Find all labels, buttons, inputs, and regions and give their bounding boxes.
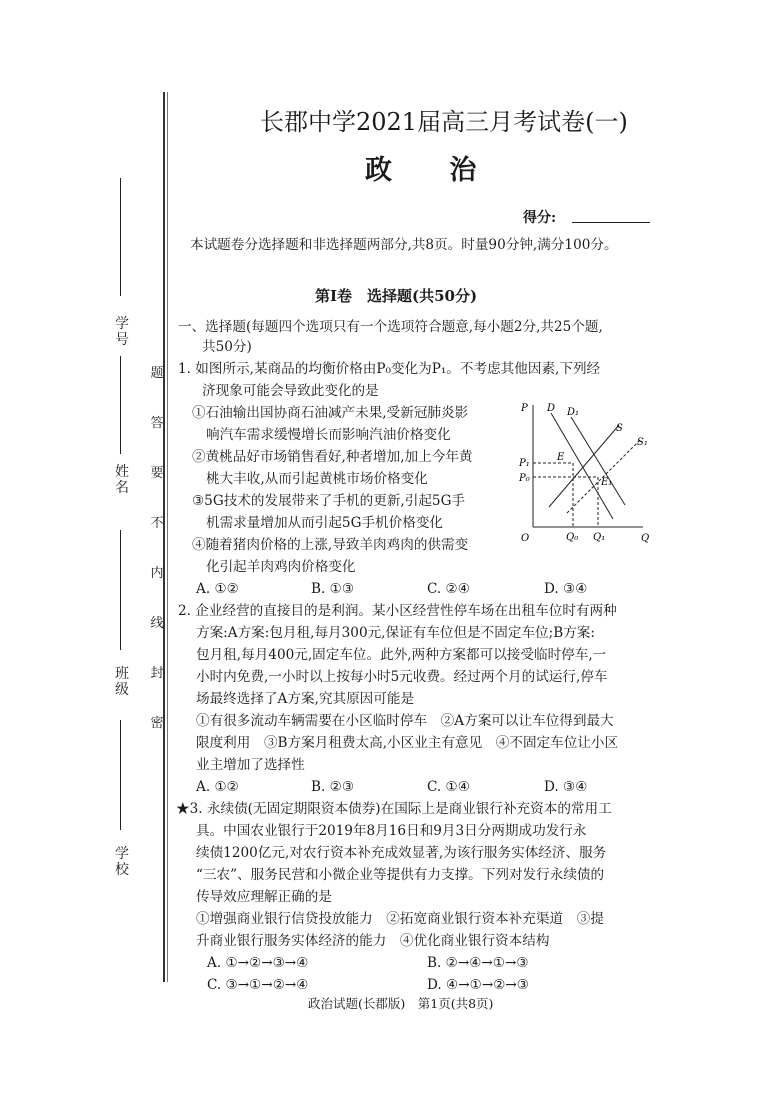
- student-id-line: [120, 178, 121, 296]
- q2-choice-c[interactable]: C. ①④: [427, 779, 470, 795]
- graph-label-s1: S₁: [637, 437, 648, 448]
- graph-svg: [515, 395, 655, 545]
- score-label: 得分:: [523, 210, 557, 226]
- graph-label-e1: E₁: [601, 477, 613, 488]
- q1-choice-a[interactable]: A. ①②: [196, 581, 239, 597]
- q1-option-3: ③5G技术的发展带来了手机的更新,引起5G手: [192, 493, 466, 509]
- school-label: 学 校: [115, 846, 143, 878]
- graph-label-s: S: [616, 423, 623, 434]
- q1-option-4: ④随着猪肉价格的上涨,导致羊肉鸡肉的供需变: [192, 537, 469, 553]
- q1-choice-c[interactable]: C. ②④: [427, 581, 470, 597]
- seal-char: 答: [150, 416, 164, 431]
- graph-label-d1: D₁: [567, 407, 580, 418]
- graph-label-p1: P₁: [519, 458, 530, 469]
- supply-demand-graph: [515, 395, 655, 549]
- exam-intro: 本试题卷分选择题和非选择题两部分,共8页。时量90分钟,满分100分。: [190, 237, 618, 253]
- class-line: [120, 530, 121, 650]
- graph-label-p0: P₀: [519, 473, 530, 484]
- q2-choice-b[interactable]: B. ②③: [311, 779, 355, 795]
- q3-options-cont: 升商业银行服务实体经济的能力 ④优化商业银行资本结构: [196, 933, 550, 949]
- q2-options-cont: 限度利用 ③B方案月租费太高,小区业主有意见 ④不固定车位让小区: [196, 735, 619, 751]
- q2-options: ①有很多流动车辆需要在小区临时停车 ②A方案可以让车位得到最大: [196, 713, 614, 729]
- q2-stem-line5: 场最终选择了A方案,究其原因可能是: [196, 691, 415, 707]
- q3-stem: ★3. 永续债(无固定期限资本债券)在国际上是商业银行补充资本的常用工: [176, 801, 612, 817]
- q1-option-2-cont: 桃大丰收,从而引起黄桃市场价格变化: [206, 471, 428, 487]
- part-heading: 一、选择题(每题四个选项只有一个选项符合题意,每小题2分,共25个题,: [178, 319, 603, 335]
- q2-stem-line2: 方案:A方案:包月租,每月300元,保证有车位但是不固定车位;B方案:: [196, 625, 595, 641]
- q2-stem: 2. 企业经营的直接目的是利润。某小区经营性停车场在出租车位时有两种: [178, 603, 617, 619]
- seal-char: 要: [150, 466, 164, 481]
- part-heading-cont: 共50分): [202, 339, 252, 355]
- name-label: 姓 名: [115, 464, 143, 496]
- graph-label-origin: O: [521, 533, 530, 544]
- seal-char: 线: [150, 616, 164, 631]
- seal-char: 封: [150, 666, 164, 681]
- q2-choice-d[interactable]: D. ③④: [544, 779, 588, 795]
- section-title: 第Ⅰ卷 选择题(共50分): [315, 287, 478, 305]
- graph-label-d: D: [547, 403, 556, 414]
- q3-choice-a[interactable]: A. ①→②→③→④: [207, 955, 309, 971]
- graph-label-p: P: [521, 403, 528, 414]
- seal-char: 题: [150, 366, 164, 381]
- q1-stem-cont: 济现象可能会导致此变化的是: [202, 383, 379, 399]
- q3-choice-b[interactable]: B. ②→④→①→③: [427, 955, 529, 971]
- score-blank[interactable]: [572, 222, 650, 223]
- q1-option-2: ②黄桃品好市场销售看好,种者增加,加上今年黄: [192, 449, 473, 465]
- q3-options: ①增强商业银行信贷投放能力 ②拓宽商业银行资本补充渠道 ③提: [196, 911, 604, 927]
- name-line: [120, 356, 121, 454]
- seal-char: 密: [150, 716, 164, 731]
- q1-option-4-cont: 化引起羊肉鸡肉价格变化: [206, 559, 356, 575]
- exam-title: 长郡中学2021届高三月考试卷(一): [260, 108, 628, 136]
- subject-title: 政 治: [365, 155, 501, 186]
- q3-choice-c[interactable]: C. ③→①→②→④: [207, 977, 309, 993]
- graph-label-e: E: [557, 452, 565, 463]
- q3-stem-line4: “三农”、服务民营和小微企业等提供有力支撑。下列对发行永续债的: [196, 867, 605, 883]
- binding-line-inner: [167, 92, 168, 982]
- class-label: 班 级: [115, 666, 143, 698]
- graph-label-q1: Q₁: [593, 532, 606, 543]
- q2-choice-a[interactable]: A. ①②: [196, 779, 239, 795]
- q3-stem-line5: 传导效应理解正确的是: [196, 889, 332, 905]
- q3-stem-line3: 续债1200亿元,对农行资本补充成效显著,为该行服务实体经济、服务: [196, 845, 607, 861]
- q1-option-1-cont: 响汽车需求缓慢增长而影响汽油价格变化: [206, 427, 451, 443]
- school-line: [120, 720, 121, 830]
- q2-options-cont2: 业主增加了选择性: [196, 757, 305, 773]
- graph-label-q0: Q₀: [566, 532, 579, 543]
- q1-option-3-cont: 机需求量增加从而引起5G手机价格变化: [206, 515, 444, 531]
- page-footer: 政治试题(长郡版) 第1页(共8页): [308, 996, 494, 1011]
- seal-char: 内: [150, 566, 164, 581]
- supply-curve-s1: [567, 439, 641, 513]
- q2-stem-line3: 包月租,每月400元,固定车位。此外,两种方案都可以接受临时停车,一: [196, 647, 607, 663]
- q1-option-1: ①石油输出国协商石油减产未果,受新冠肺炎影: [192, 405, 469, 421]
- seal-char: 不: [150, 516, 164, 531]
- demand-curve-d: [551, 413, 613, 519]
- student-id-label: 学 号: [115, 316, 143, 348]
- q1-choice-d[interactable]: D. ③④: [544, 581, 588, 597]
- graph-label-q: Q: [641, 533, 650, 544]
- q3-stem-line2: 具。中国农业银行于2019年8月16日和9月3日分两期成功发行永: [196, 823, 587, 839]
- q1-choice-b[interactable]: B. ①③: [311, 581, 355, 597]
- q3-choice-d[interactable]: D. ④→①→②→③: [427, 977, 529, 993]
- q1-stem: 1. 如图所示,某商品的均衡价格由P₀变化为P₁。不考虑其他因素,下列经: [178, 361, 601, 377]
- binding-line: [163, 92, 165, 982]
- q2-stem-line4: 小时内免费,一小时以上按每小时5元收费。经过两个月的试运行,停车: [196, 669, 608, 685]
